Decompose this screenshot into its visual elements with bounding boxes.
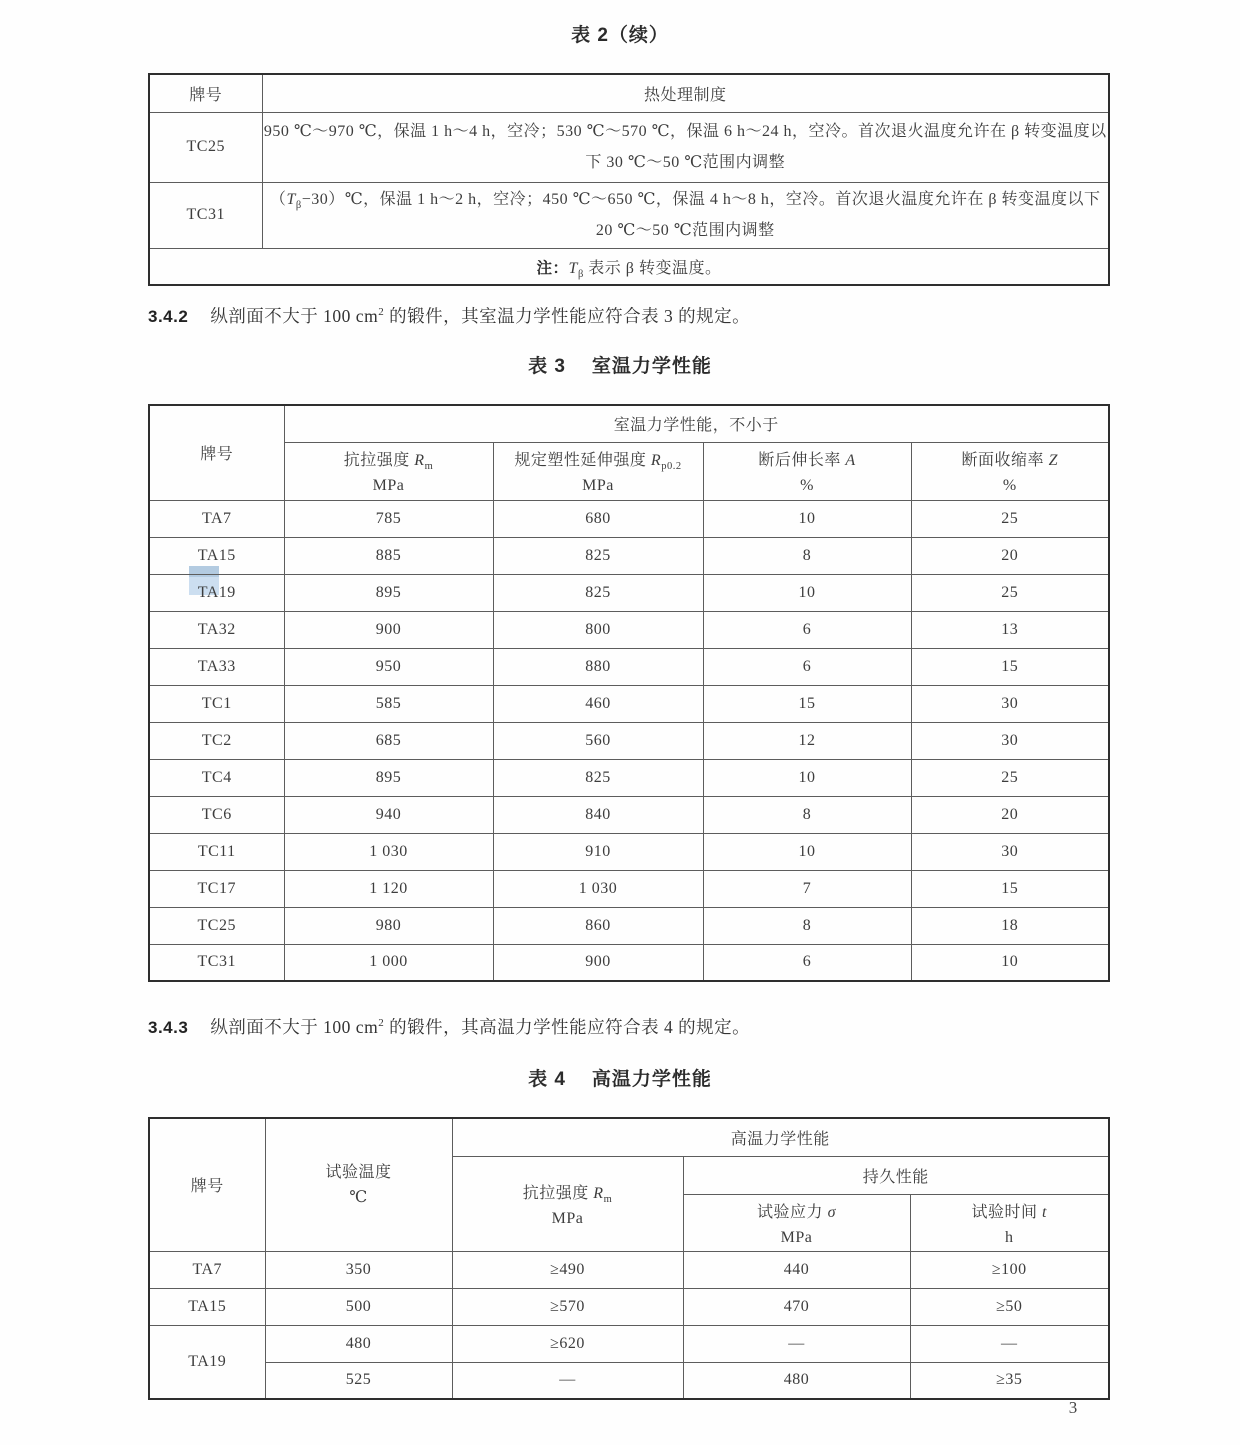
table4-title-text: 高温力学性能 bbox=[591, 1069, 712, 1090]
table-cell: 480 bbox=[683, 1362, 910, 1399]
header-label: 试验时间 bbox=[971, 1203, 1043, 1221]
page-number: 3 bbox=[1068, 1398, 1078, 1417]
table-cell: 30 bbox=[911, 833, 1109, 870]
table-cell: 900 bbox=[493, 944, 703, 981]
table-cell: 20 bbox=[911, 537, 1109, 574]
table-cell: 500 bbox=[265, 1288, 452, 1325]
table-cell: 30 bbox=[911, 722, 1109, 759]
column-header-rp02 bbox=[493, 442, 703, 500]
table-cell: 1 120 bbox=[284, 870, 493, 907]
header-unit: MPa bbox=[780, 1228, 813, 1246]
symbol: Z bbox=[1048, 452, 1058, 469]
subscript: m bbox=[603, 1193, 613, 1205]
table-cell: 685 bbox=[284, 722, 493, 759]
table-cell: 10 bbox=[911, 944, 1109, 981]
table-cell: 10 bbox=[703, 833, 911, 870]
table-row bbox=[149, 112, 1109, 182]
table-header-row bbox=[149, 405, 1109, 442]
grade-cell: TC25 bbox=[149, 907, 284, 944]
table-cell: 880 bbox=[493, 648, 703, 685]
table-row bbox=[149, 537, 1109, 574]
column-header-rm bbox=[284, 442, 493, 500]
column-header-time bbox=[910, 1194, 1109, 1251]
grade-cell: TC31 bbox=[149, 182, 262, 248]
table-cell: 680 bbox=[493, 500, 703, 537]
table3-room-temp-properties bbox=[148, 404, 1110, 982]
column-header-regime: 热处理制度 bbox=[262, 74, 1109, 112]
table-cell: ≥35 bbox=[910, 1362, 1109, 1399]
grade-cell: TC4 bbox=[149, 759, 284, 796]
subscript: β bbox=[295, 200, 302, 212]
grade-cell: TA33 bbox=[149, 648, 284, 685]
section-number: 3.4.3 bbox=[148, 1018, 189, 1037]
subscript: m bbox=[424, 461, 434, 473]
grade-cell: TC25 bbox=[149, 112, 262, 182]
grade-cell: TA7 bbox=[149, 1251, 265, 1288]
table-cell: 10 bbox=[703, 759, 911, 796]
grade-cell: TA15 bbox=[149, 1288, 265, 1325]
table-cell: 825 bbox=[493, 759, 703, 796]
table-cell: 900 bbox=[284, 611, 493, 648]
table-row bbox=[149, 1251, 1109, 1288]
table-cell: 940 bbox=[284, 796, 493, 833]
table4-title bbox=[0, 1064, 1240, 1091]
table-cell: 785 bbox=[284, 500, 493, 537]
subscript: β bbox=[577, 268, 584, 280]
table-row bbox=[149, 833, 1109, 870]
table-row bbox=[149, 182, 1109, 248]
table-cell: 1 030 bbox=[284, 833, 493, 870]
column-header-stress bbox=[683, 1194, 910, 1251]
note-text: 表示 β 转变温度。 bbox=[583, 259, 722, 277]
regime-text: −30）℃，保温 1 h～2 h，空冷；450 ℃～650 ℃，保温 4 h～8 h，空冷。首次退火温度允许在 β 转变温度以下 20 ℃～50 ℃范围内调整 bbox=[301, 191, 1101, 239]
table-cell: 1 000 bbox=[284, 944, 493, 981]
table-note-row bbox=[149, 248, 1109, 285]
table-cell: 895 bbox=[284, 759, 493, 796]
header-label: 抗拉强度 bbox=[522, 1184, 594, 1202]
header-label: 断面收缩率 bbox=[961, 452, 1049, 469]
table-row bbox=[149, 1288, 1109, 1325]
table-cell: 910 bbox=[493, 833, 703, 870]
header-label: 抗拉强度 bbox=[343, 452, 415, 469]
table-cell: 525 bbox=[265, 1362, 452, 1399]
table-row bbox=[149, 500, 1109, 537]
header-line bbox=[911, 1199, 1109, 1222]
grade-cell: TC6 bbox=[149, 796, 284, 833]
header-line bbox=[453, 1180, 683, 1203]
table-cell: 440 bbox=[683, 1251, 910, 1288]
table-row bbox=[149, 796, 1109, 833]
table2-title bbox=[0, 20, 1240, 47]
grade-cell: TA15 bbox=[149, 537, 284, 574]
section-text-pre: 纵剖面不大于 100 cm bbox=[210, 306, 379, 326]
table-cell: 460 bbox=[493, 685, 703, 722]
table-cell: 6 bbox=[703, 611, 911, 648]
table-cell: ≥620 bbox=[452, 1325, 683, 1362]
header-label: 试验温度 bbox=[325, 1163, 392, 1181]
column-header-reduction bbox=[911, 442, 1109, 500]
table-cell: 25 bbox=[911, 500, 1109, 537]
grade-cell: TA19 bbox=[149, 574, 284, 611]
header-label: 规定塑性延伸强度 bbox=[514, 452, 651, 469]
header-unit: % bbox=[800, 477, 814, 494]
regime-text: 950 ℃～970 ℃，保温 1 h～4 h，空冷；530 ℃～570 ℃，保温 6 h～24 h，空冷。首次退火温度允许在 β 转变温度以下 30 ℃～50 ℃范围内调整 bbox=[263, 123, 1107, 171]
table-row bbox=[149, 574, 1109, 611]
table-cell: 1 030 bbox=[493, 870, 703, 907]
table-cell: 6 bbox=[703, 944, 911, 981]
table-row bbox=[149, 611, 1109, 648]
table-cell: 15 bbox=[911, 870, 1109, 907]
table-cell: 12 bbox=[703, 722, 911, 759]
column-header-grade: 牌号 bbox=[149, 1118, 265, 1251]
table-cell: 470 bbox=[683, 1288, 910, 1325]
t-beta-symbol: T bbox=[568, 259, 578, 277]
table-cell: 25 bbox=[911, 759, 1109, 796]
symbol: σ bbox=[827, 1203, 836, 1221]
column-header-grade: 牌号 bbox=[149, 74, 262, 112]
table-cell: 825 bbox=[493, 574, 703, 611]
grade-cell: TC17 bbox=[149, 870, 284, 907]
table-cell: 20 bbox=[911, 796, 1109, 833]
header-line bbox=[704, 447, 911, 470]
grade-cell: TC2 bbox=[149, 722, 284, 759]
table-cell: 560 bbox=[493, 722, 703, 759]
table-cell: 18 bbox=[911, 907, 1109, 944]
section-3-4-3 bbox=[148, 1014, 1128, 1039]
table-row bbox=[149, 870, 1109, 907]
header-line bbox=[912, 447, 1109, 470]
symbol: R bbox=[593, 1184, 604, 1202]
table-cell: 840 bbox=[493, 796, 703, 833]
header-label: 断后伸长率 bbox=[758, 452, 846, 469]
section-text-post: 的锻件，其高温力学性能应符合表 4 的规定。 bbox=[384, 1017, 751, 1037]
table-cell: 350 bbox=[265, 1251, 452, 1288]
header-unit: MPa bbox=[551, 1209, 584, 1227]
symbol: t bbox=[1042, 1203, 1047, 1221]
table-row bbox=[149, 685, 1109, 722]
group-header: 高温力学性能 bbox=[452, 1118, 1109, 1156]
grade-cell: TC31 bbox=[149, 944, 284, 981]
table-cell: 10 bbox=[703, 574, 911, 611]
symbol: R bbox=[650, 452, 662, 469]
table-cell: — bbox=[452, 1362, 683, 1399]
table-cell: ≥100 bbox=[910, 1251, 1109, 1288]
table-cell: 860 bbox=[493, 907, 703, 944]
table-cell: 480 bbox=[265, 1325, 452, 1362]
column-header-grade: 牌号 bbox=[149, 405, 284, 500]
table-cell: 8 bbox=[703, 907, 911, 944]
table-cell: ≥570 bbox=[452, 1288, 683, 1325]
table-cell: ≥490 bbox=[452, 1251, 683, 1288]
table-cell: 10 bbox=[703, 500, 911, 537]
table-header-row bbox=[149, 1118, 1109, 1156]
symbol: A bbox=[845, 452, 856, 469]
table-cell: 895 bbox=[284, 574, 493, 611]
header-line bbox=[684, 1199, 910, 1222]
table2-title-text: 表 2（续） bbox=[571, 25, 669, 46]
grade-cell: TA7 bbox=[149, 500, 284, 537]
header-unit: MPa bbox=[372, 477, 405, 494]
table-row bbox=[149, 722, 1109, 759]
table-cell: — bbox=[910, 1325, 1109, 1362]
table-cell: 800 bbox=[493, 611, 703, 648]
table-row bbox=[149, 1325, 1109, 1362]
header-unit: h bbox=[1005, 1228, 1014, 1246]
table-cell: 15 bbox=[703, 685, 911, 722]
table-cell: 6 bbox=[703, 648, 911, 685]
section-number: 3.4.2 bbox=[148, 307, 189, 326]
table-cell: 15 bbox=[911, 648, 1109, 685]
table-cell: 585 bbox=[284, 685, 493, 722]
header-label: 试验应力 bbox=[757, 1203, 828, 1221]
table-cell: 25 bbox=[911, 574, 1109, 611]
table-cell: 7 bbox=[703, 870, 911, 907]
table4-title-label: 表 4 bbox=[528, 1069, 566, 1090]
note-cell bbox=[149, 248, 1109, 285]
header-unit: % bbox=[1002, 477, 1017, 494]
superscript: 2 bbox=[378, 1017, 385, 1030]
table-row bbox=[149, 1362, 1109, 1399]
table3-title-label: 表 3 bbox=[528, 356, 566, 377]
table-cell: 30 bbox=[911, 685, 1109, 722]
table-row bbox=[149, 907, 1109, 944]
table-cell: — bbox=[683, 1325, 910, 1362]
table2-heat-treatment bbox=[148, 73, 1110, 286]
table-cell: 825 bbox=[493, 537, 703, 574]
column-header-test-temp bbox=[265, 1118, 452, 1251]
table-row bbox=[149, 944, 1109, 981]
header-unit: MPa bbox=[582, 477, 614, 494]
grade-cell: TC1 bbox=[149, 685, 284, 722]
table-cell: 8 bbox=[703, 537, 911, 574]
grade-cell: TA32 bbox=[149, 611, 284, 648]
endurance-group-header: 持久性能 bbox=[683, 1156, 1109, 1194]
table-cell: 13 bbox=[911, 611, 1109, 648]
table3-title-text: 室温力学性能 bbox=[591, 356, 712, 377]
section-text-post: 的锻件，其室温力学性能应符合表 3 的规定。 bbox=[384, 306, 751, 326]
table-row bbox=[149, 759, 1109, 796]
note-label: 注： bbox=[536, 259, 569, 277]
table-cell: 885 bbox=[284, 537, 493, 574]
table-cell: 950 bbox=[284, 648, 493, 685]
superscript: 2 bbox=[378, 306, 385, 319]
table-cell: ≥50 bbox=[910, 1288, 1109, 1325]
header-unit: ℃ bbox=[349, 1188, 368, 1206]
group-header: 室温力学性能，不小于 bbox=[284, 405, 1109, 442]
section-text-pre: 纵剖面不大于 100 cm bbox=[210, 1017, 379, 1037]
table4-high-temp-properties bbox=[148, 1117, 1110, 1400]
regime-cell bbox=[262, 182, 1109, 248]
table3-title bbox=[0, 351, 1240, 378]
table-cell: 980 bbox=[284, 907, 493, 944]
regime-cell bbox=[262, 112, 1109, 182]
column-header-elongation bbox=[703, 442, 911, 500]
section-3-4-2 bbox=[148, 303, 1128, 328]
subscript: p0.2 bbox=[661, 461, 682, 473]
column-header-rm bbox=[452, 1156, 683, 1251]
table-subheader-row bbox=[149, 442, 1109, 500]
grade-cell: TA19 bbox=[149, 1325, 265, 1399]
table-row bbox=[149, 648, 1109, 685]
header-line bbox=[285, 447, 493, 473]
table-header-row bbox=[149, 74, 1109, 112]
regime-open: （ bbox=[269, 191, 287, 208]
table-cell: 8 bbox=[703, 796, 911, 833]
symbol: R bbox=[414, 452, 425, 469]
header-line bbox=[494, 447, 703, 473]
t-beta-symbol: T bbox=[286, 191, 296, 208]
grade-cell: TC11 bbox=[149, 833, 284, 870]
